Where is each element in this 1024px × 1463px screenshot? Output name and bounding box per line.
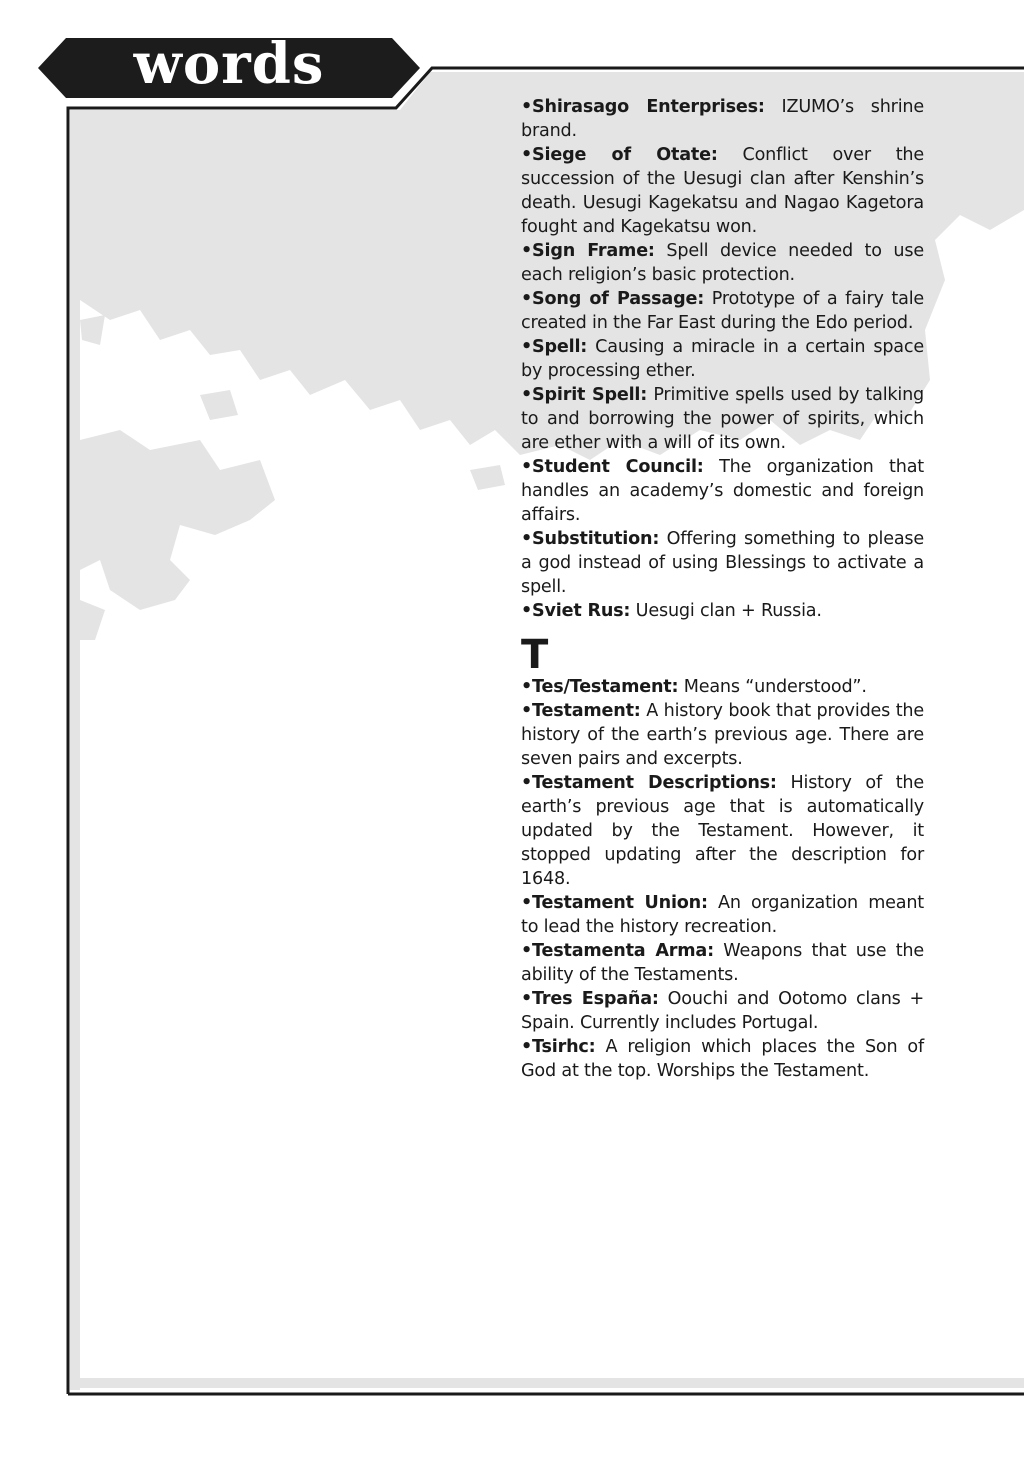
entry-term: •Shirasago Enterprises: xyxy=(521,97,765,117)
entry-term: •Spell: xyxy=(521,337,588,357)
entry-term: •Song of Passage: xyxy=(521,289,705,309)
entry-term: •Student Council: xyxy=(521,457,704,477)
entry-definition: Offering something to please a god instead of using Blessings to activate a spell. xyxy=(521,529,924,597)
glossary-entry xyxy=(521,287,924,335)
entry-definition: Means “understood”. xyxy=(683,677,867,697)
entry-definition: A religion which places the Son of God at the top. Worships the Testament. xyxy=(521,1037,924,1081)
entry-definition: IZUMO’s shrine brand. xyxy=(521,97,924,141)
glossary-entry xyxy=(521,455,924,527)
entry-definition: Conflict over the succession of the Uesugi clan after Kenshin’s death. Uesugi Kagekatsu and Nagao Kagetora fought and Kagekatsu won. xyxy=(521,145,924,237)
entry-term: •Testament: xyxy=(521,701,641,721)
entry-definition: Weapons that use the ability of the Testaments. xyxy=(521,941,924,985)
entry-term: •Testament Union: xyxy=(521,893,708,913)
page-title: words xyxy=(133,31,325,97)
section-letter-t: T xyxy=(521,632,549,678)
glossary-entry xyxy=(521,771,924,891)
entry-definition: An organization meant to lead the history recreation. xyxy=(521,893,924,937)
entry-definition: A history book that provides the history of the earth’s previous age. There are seven pairs and excerpts. xyxy=(521,701,924,769)
glossary-entry xyxy=(521,699,924,771)
entry-definition: Primitive spells used by talking to and borrowing the power of spirits, which are ether with a will of its own. xyxy=(521,385,924,453)
glossary-entry xyxy=(521,599,924,623)
entry-definition: Uesugi clan + Russia. xyxy=(635,601,822,621)
glossary-entry xyxy=(521,1035,924,1083)
glossary-entry xyxy=(521,987,924,1035)
glossary-entry xyxy=(521,891,924,939)
section-s xyxy=(521,95,924,623)
entry-definition: History of the earth’s previous age that is automatically updated by the Testament. However, it stopped updating after the description for 1648. xyxy=(521,773,924,889)
glossary-column xyxy=(521,95,924,1083)
glossary-entry xyxy=(521,939,924,987)
entry-term: •Testament Descriptions: xyxy=(521,773,777,793)
entry-term: •Substitution: xyxy=(521,529,660,549)
glossary-entry xyxy=(521,143,924,239)
section-t xyxy=(521,675,924,1083)
entry-term: •Testamenta Arma: xyxy=(521,941,714,961)
entry-term: •Sign Frame: xyxy=(521,241,655,261)
entry-term: •Siege of Otate: xyxy=(521,145,718,165)
entry-term: •Tres España: xyxy=(521,989,659,1009)
entry-definition: Causing a miracle in a certain space by processing ether. xyxy=(521,337,924,381)
entry-term: •Spirit Spell: xyxy=(521,385,648,405)
entry-definition: Prototype of a fairy tale created in the Far East during the Edo period. xyxy=(521,289,925,333)
glossary-entry xyxy=(521,95,924,143)
glossary-entry xyxy=(521,383,924,455)
entry-term: •Sviet Rus: xyxy=(521,601,631,621)
entry-term: •Tsirhc: xyxy=(521,1037,596,1057)
glossary-entry xyxy=(521,335,924,383)
glossary-entry xyxy=(521,239,924,287)
glossary-entry xyxy=(521,675,924,699)
entry-definition: Spell device needed to use each religion’s basic protection. xyxy=(521,241,924,285)
entry-definition: The organization that handles an academy’s domestic and foreign affairs. xyxy=(521,457,924,525)
glossary-entry xyxy=(521,527,924,599)
entry-definition: Oouchi and Ootomo clans + Spain. Currently includes Portugal. xyxy=(521,989,924,1033)
entry-term: •Tes/Testament: xyxy=(521,677,679,697)
